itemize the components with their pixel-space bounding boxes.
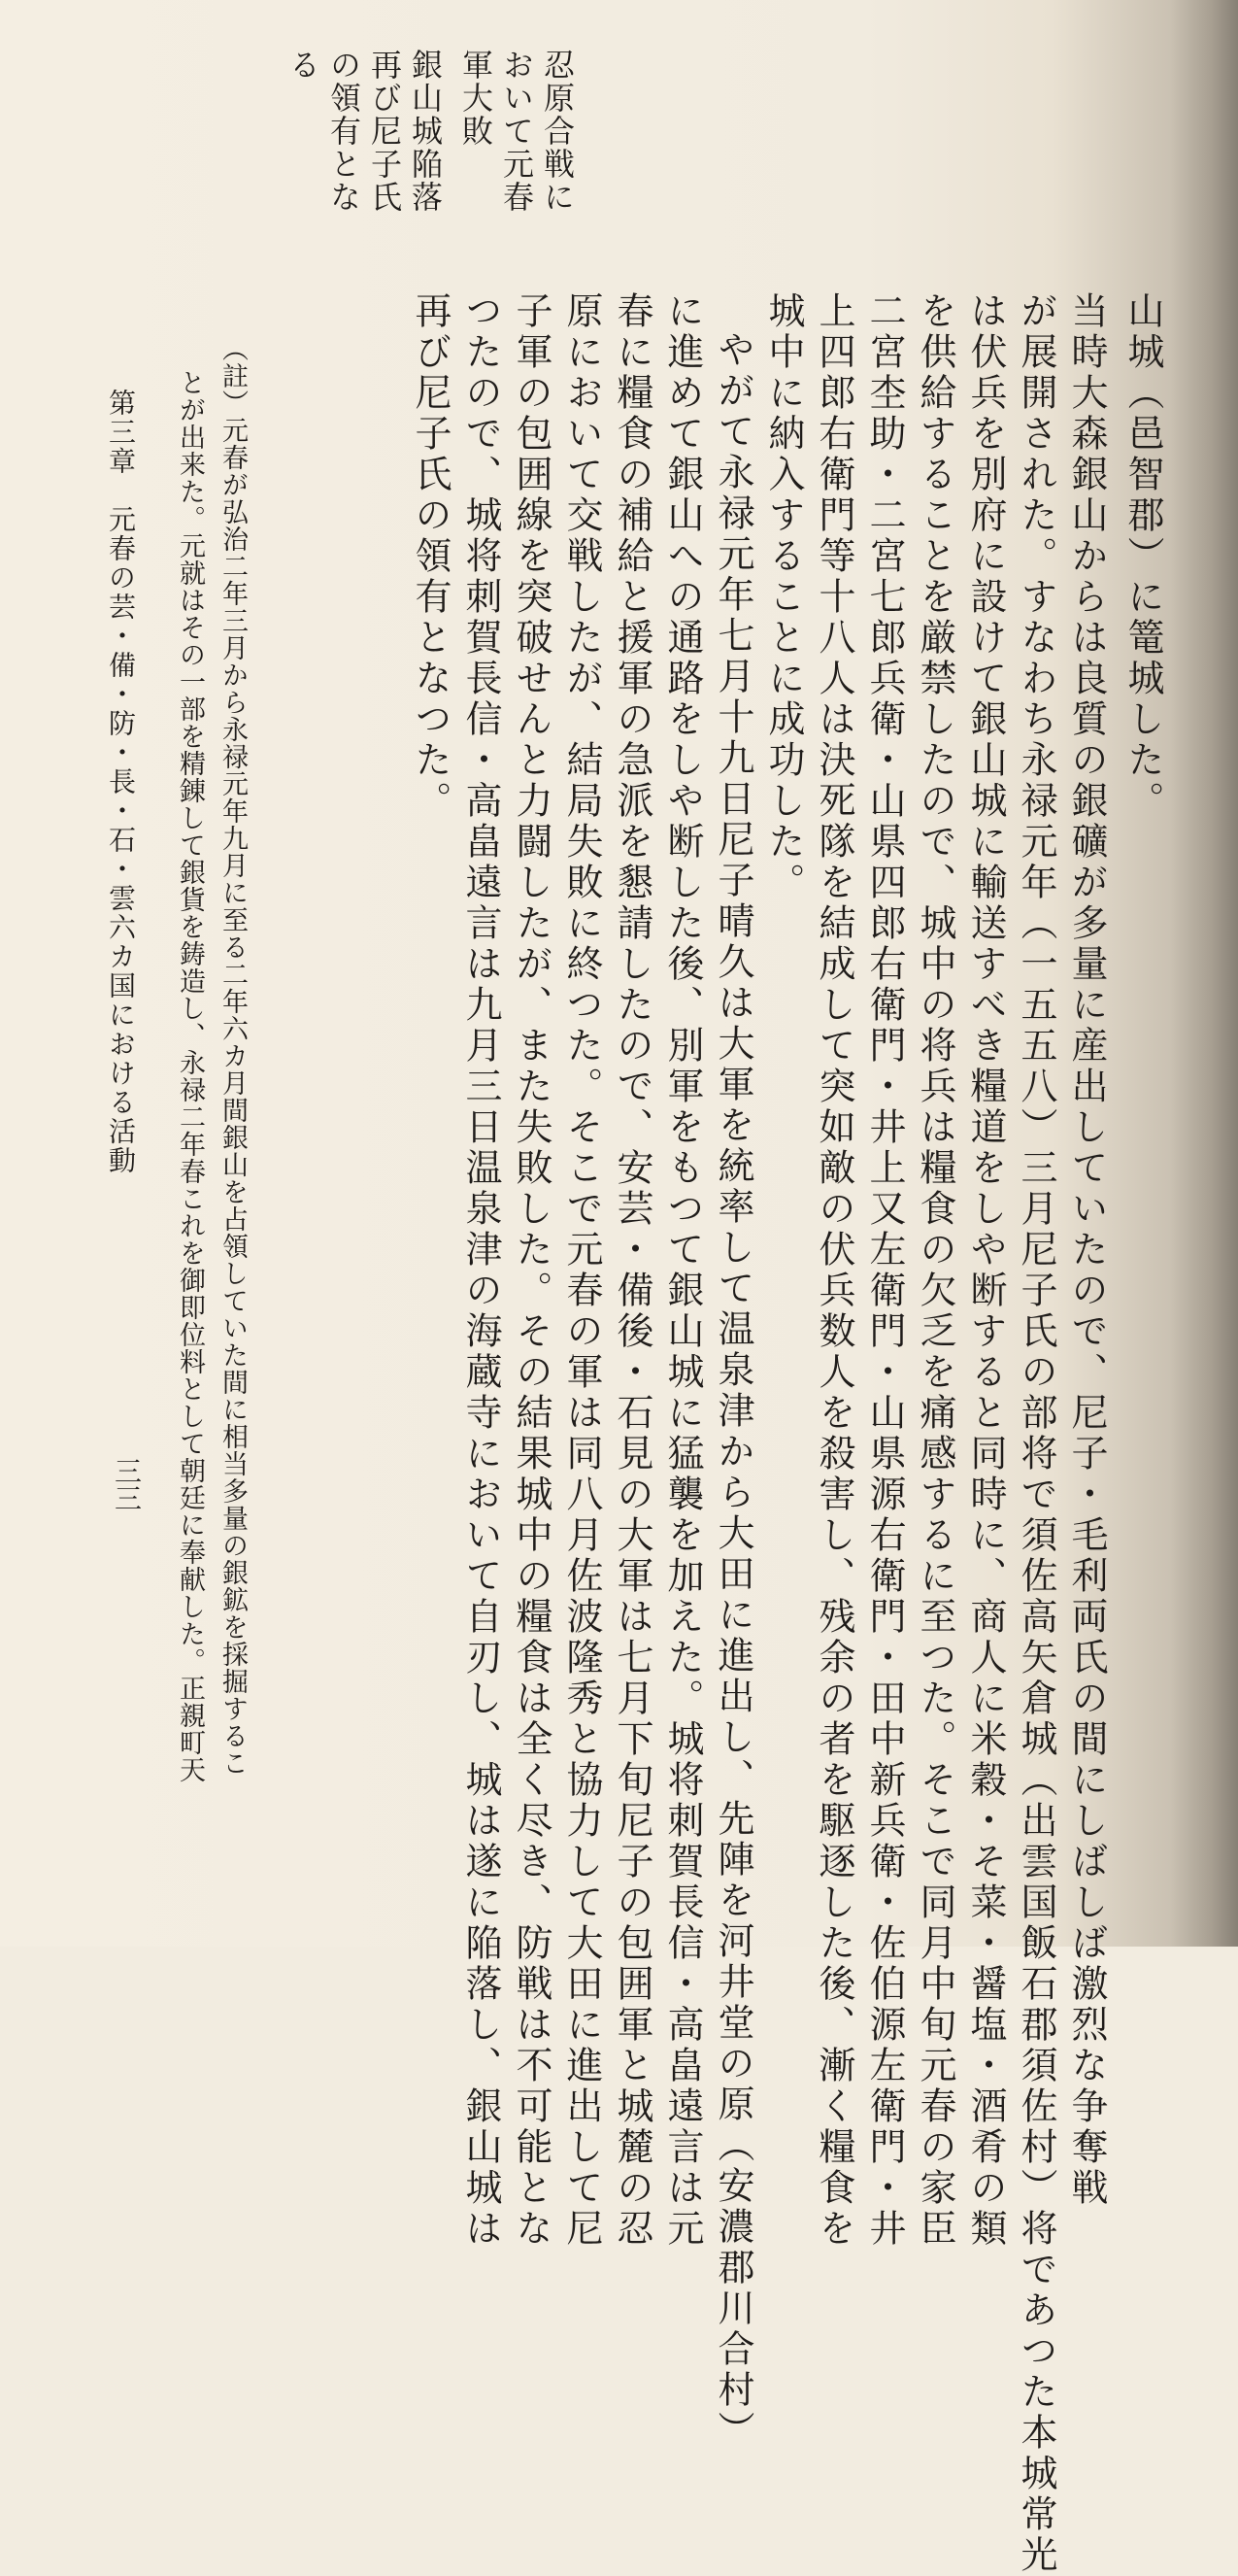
note-line: （註）元春が弘治二年三月から永禄元年九月に至る二年六カ月間銀山を占領していた間に相当多量の銀鉱を採掘するこ	[217, 335, 248, 1777]
body-line: 再び尼子氏の領有となつた。	[409, 291, 452, 822]
chapter-footer: 第三章 元春の芸・備・防・長・石・雲六カ国における活動	[105, 389, 137, 1175]
body-line: 当時大森銀山からは良質の銀礦が多量に産出していたので、尼子・毛利両氏の間にしばしば激烈な争奪戦	[1065, 291, 1108, 2209]
body-line: 子軍の包囲線を突破せんと力闘したが、また失敗した。その結果城中の糧食は全く尽き、防戦は不可能とな	[510, 291, 552, 2250]
body-line: 原において交戦したが、結局失敗に終つた。そこで元春の軍は同八月佐波隆秀と協力して大田に進出して尼	[560, 291, 603, 2250]
page-number: 三三	[111, 1457, 143, 1511]
side-note: 軍大敗	[457, 49, 494, 148]
body-line: に進めて銀山への通路をしや断した後、別軍をもつて銀山城に猛襲を加えた。城将刺賀長信・高畠遠言は元	[661, 291, 704, 2250]
side-note: 銀山城陥落	[407, 49, 444, 214]
body-line: 上四郎右衛門等十八人は決死隊を結成して突如敵の伏兵数人を殺害し、残余の者を駆逐した後、漸く糧食を	[813, 291, 855, 2250]
book-spine-shadow	[1170, 0, 1238, 1947]
body-line: を供給することを厳禁したので、城中の将兵は糧食の欠乏を痛感するに至つた。そこで同月中旬元春の家臣	[914, 291, 956, 2250]
body-line: やがて永禄元年七月十九日尼子晴久は大軍を統率して温泉津から大田に進出し、先陣を河井堂の原（安濃郡川合村）	[712, 330, 754, 2452]
side-note: 忍原合戦に	[539, 49, 576, 214]
body-line: つたので、城将刺賀長信・高畠遠言は九月三日温泉津の海蔵寺において自刃し、城は遂に陥落し、銀山城は	[459, 291, 502, 2250]
body-line: 春に糧食の補給と援軍の急派を懇請したので、安芸・備後・石見の大軍は七月下旬尼子の包囲軍と城麓の忍	[611, 291, 653, 2250]
side-note: る	[284, 49, 321, 82]
note-line: とが出来た。元就はその一部を精錬して銀貨を鋳造し、永禄二年春これを御即位料として朝廷に奉献した。正親町天	[175, 369, 205, 1783]
body-line: 山城（邑智郡）に篭城した。	[1121, 291, 1164, 822]
side-note: の領有とな	[325, 49, 362, 214]
side-note: 再び尼子氏	[366, 49, 403, 214]
body-line: 二宮杢助・二宮七郎兵衛・山県四郎右衛門・井上又左衛門・山県源右衛門・田中新兵衛・佐伯源左衛門・井	[863, 291, 906, 2250]
body-line: は伏兵を別府に設けて銀山城に輸送すべき糧道をしや断すると同時に、商人に米穀・そ菜・醤塩・酒肴の類	[964, 291, 1007, 2250]
side-note: おいて元春	[498, 49, 535, 214]
body-line: が展開された。すなわち永禄元年（一五五八）三月尼子氏の部将で須佐高矢倉城（出雲国飯石郡須佐村）将であつた本城常光	[1015, 291, 1057, 2576]
body-line: 城中に納入することに成功した。	[762, 291, 805, 903]
